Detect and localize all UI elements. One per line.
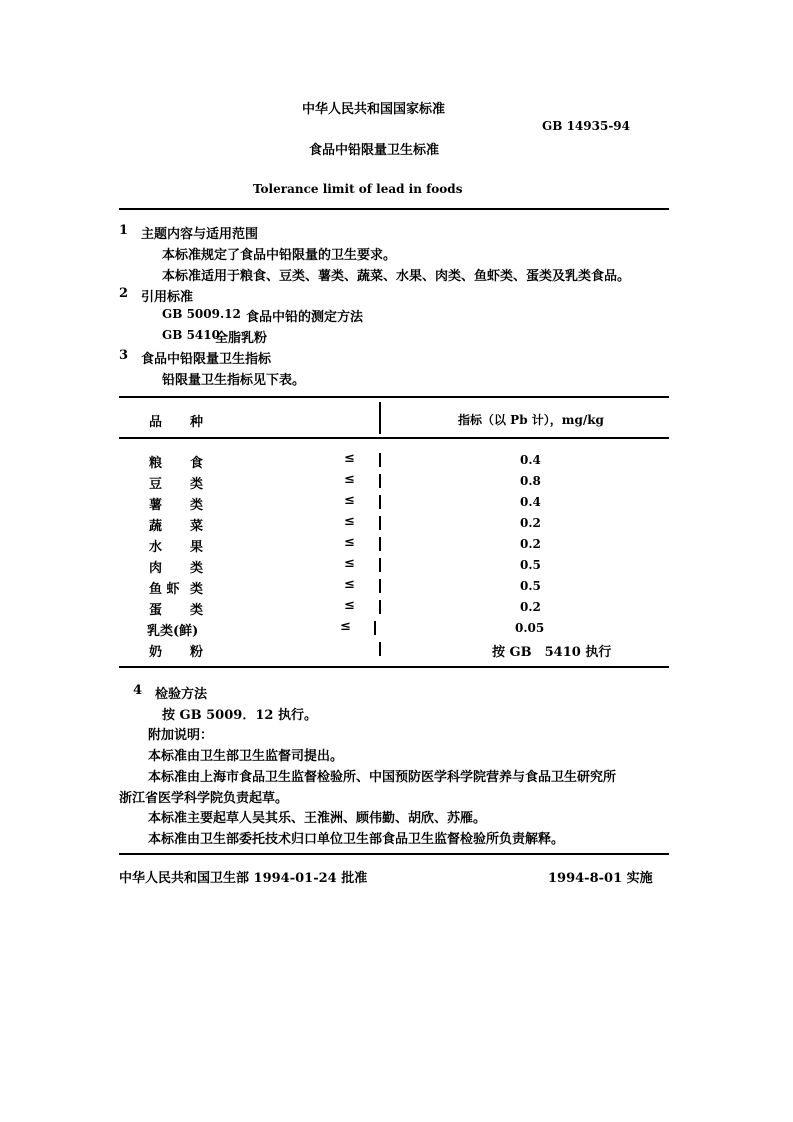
section-4-number: 4 bbox=[133, 683, 143, 698]
row-comparator: ≤ bbox=[344, 598, 355, 613]
row-comparator: ≤ bbox=[344, 493, 355, 508]
row-separator bbox=[379, 537, 381, 551]
row-value: 0.05 bbox=[515, 621, 545, 635]
table-header-variety-a: 品 bbox=[149, 415, 163, 430]
section-1-paragraph-1: 本标准规定了食品中铅限量的卫生要求。 bbox=[162, 248, 397, 263]
row-value: 0.4 bbox=[520, 495, 541, 509]
row-comparator: ≤ bbox=[344, 577, 355, 592]
row-separator bbox=[379, 453, 381, 467]
row-name-b: 粉 bbox=[190, 645, 204, 660]
section-3-title: 食品中铅限量卫生指标 bbox=[141, 352, 272, 367]
row-value: 按 GB 5410 执行 bbox=[492, 645, 612, 660]
row-name-b: 类 bbox=[190, 603, 204, 618]
row-comparator: ≤ bbox=[344, 472, 355, 487]
note-interpretation: 本标准由卫生部委托技术归口单位卫生部食品卫生监督检验所负责解释。 bbox=[148, 832, 565, 847]
row-name-b: 类 bbox=[190, 582, 204, 597]
reference-1-code: GB 5009.12 bbox=[162, 307, 241, 321]
table-header-separator bbox=[379, 402, 381, 434]
footer-divider bbox=[119, 853, 669, 855]
row-value: 0.5 bbox=[520, 558, 541, 572]
row-name-a: 薯 bbox=[149, 498, 163, 513]
row-name-a: 奶 bbox=[149, 645, 163, 660]
note-proposer: 本标准由卫生部卫生监督司提出。 bbox=[148, 749, 344, 764]
row-separator bbox=[374, 621, 376, 635]
section-1-paragraph-2: 本标准适用于粮食、豆类、薯类、蔬菜、水果、肉类、鱼虾类、蛋类及乳类食品。 bbox=[162, 269, 631, 284]
country-standard-heading: 中华人民共和国国家标准 bbox=[302, 102, 446, 117]
row-separator bbox=[379, 600, 381, 614]
reference-1-name: 食品中铅的测定方法 bbox=[246, 310, 364, 325]
row-value: 0.8 bbox=[520, 474, 541, 488]
row-name-a: 粮 bbox=[149, 456, 163, 471]
table-top-rule bbox=[119, 396, 669, 398]
row-separator bbox=[379, 579, 381, 593]
row-value: 0.4 bbox=[520, 453, 541, 467]
row-name-b: 食 bbox=[190, 456, 204, 471]
row-value: 0.2 bbox=[520, 516, 541, 530]
row-value: 0.5 bbox=[520, 579, 541, 593]
reference-2-name: 全脂乳粉 bbox=[215, 331, 268, 346]
row-name-b: 类 bbox=[190, 498, 204, 513]
row-name-a: 豆 bbox=[149, 477, 163, 492]
document-title-cn: 食品中铅限量卫生标准 bbox=[309, 143, 440, 158]
note-drafters-line-2: 浙江省医学科学院负责起草。 bbox=[119, 791, 289, 806]
effective-date-line: 1994-8-01 实施 bbox=[548, 871, 653, 886]
section-1-number: 1 bbox=[119, 223, 129, 238]
row-name-a: 水 bbox=[149, 540, 163, 555]
reference-2-code: GB 5410 bbox=[162, 328, 220, 342]
note-drafters-line-1: 本标准由上海市食品卫生监督检验所、中国预防医学科学院营养与食品卫生研究所 bbox=[148, 770, 617, 785]
row-separator bbox=[379, 516, 381, 530]
row-name-a: 乳类(鲜) bbox=[147, 624, 199, 639]
row-name-a: 蛋 bbox=[149, 603, 163, 618]
row-separator bbox=[379, 474, 381, 488]
row-value: 0.2 bbox=[520, 537, 541, 551]
notes-heading: 附加说明： bbox=[148, 728, 214, 743]
row-name-b: 类 bbox=[190, 477, 204, 492]
standard-code: GB 14935-94 bbox=[542, 119, 630, 133]
row-name-a: 鱼 虾 bbox=[149, 582, 180, 597]
row-comparator: ≤ bbox=[344, 514, 355, 529]
row-name-b: 菜 bbox=[190, 519, 204, 534]
row-value: 0.2 bbox=[520, 600, 541, 614]
table-header-indicator: 指标（以 Pb 计），mg/kg bbox=[458, 413, 604, 427]
table-header-variety-b: 种 bbox=[190, 415, 204, 430]
table-header-rule bbox=[119, 437, 669, 439]
row-comparator: ≤ bbox=[344, 556, 355, 571]
row-separator bbox=[379, 558, 381, 572]
row-name-b: 类 bbox=[190, 561, 204, 576]
document-title-en: Tolerance limit of lead in foods bbox=[253, 182, 463, 196]
section-2-number: 2 bbox=[119, 286, 129, 301]
section-4-paragraph: 按 GB 5009．12 执行。 bbox=[162, 708, 317, 723]
row-name-a: 蔬 bbox=[149, 519, 163, 534]
row-separator bbox=[379, 495, 381, 509]
note-main-drafters: 本标准主要起草人吴其乐、王淮洲、顾伟勤、胡欣、苏雁。 bbox=[148, 811, 487, 826]
section-1-title: 主题内容与适用范围 bbox=[141, 227, 259, 242]
section-3-paragraph: 铅限量卫生指标见下表。 bbox=[162, 373, 306, 388]
section-2-title: 引用标准 bbox=[141, 290, 194, 305]
row-name-b: 果 bbox=[190, 540, 204, 555]
table-bottom-rule bbox=[119, 666, 669, 668]
row-name-a: 肉 bbox=[149, 561, 163, 576]
header-divider bbox=[119, 208, 669, 210]
row-comparator: ≤ bbox=[344, 535, 355, 550]
row-separator bbox=[379, 642, 381, 656]
row-comparator: ≤ bbox=[344, 451, 355, 466]
section-4-title: 检验方法 bbox=[155, 687, 208, 702]
section-3-number: 3 bbox=[119, 348, 129, 363]
approval-line: 中华人民共和国卫生部 1994-01-24 批准 bbox=[119, 871, 368, 886]
row-comparator: ≤ bbox=[340, 619, 351, 634]
